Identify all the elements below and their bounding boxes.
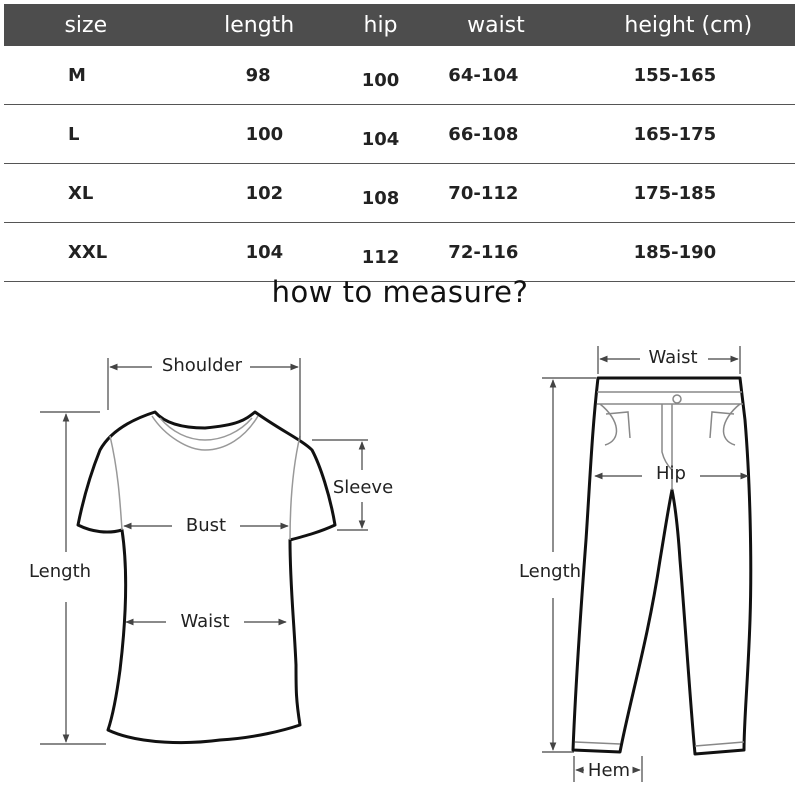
cell-height: 175-185: [582, 164, 795, 223]
cell-length: 104: [168, 223, 351, 282]
table-header-row: [4, 4, 795, 46]
label-sleeve: Sleeve: [332, 477, 394, 498]
cell-length: 98: [168, 46, 351, 105]
label-hem: Hem: [587, 760, 631, 781]
cell-size: XXL: [4, 223, 168, 282]
cell-size: M: [4, 46, 168, 105]
how-to-measure-title: how to measure?: [271, 275, 529, 309]
label-length-shirt: Length: [28, 561, 92, 582]
header-hip: hip: [363, 12, 398, 38]
header-length: length: [224, 12, 295, 38]
cell-waist: 70-112: [410, 164, 581, 223]
header-size: size: [64, 12, 108, 38]
label-hip: Hip: [656, 463, 686, 484]
table-row: [4, 46, 795, 105]
cell-height: 165-175: [582, 105, 795, 164]
table-row: [4, 164, 795, 223]
cell-waist: 66-108: [410, 105, 581, 164]
cell-hip: 104: [351, 105, 411, 164]
tshirt-labels: [29, 355, 393, 632]
label-shoulder: Shoulder: [161, 355, 243, 376]
table-row: [4, 105, 795, 164]
cell-length: 100: [168, 105, 351, 164]
cell-hip: 112: [351, 223, 411, 282]
table-row: [4, 223, 795, 282]
header-waist: waist: [467, 12, 525, 38]
cell-hip: 100: [351, 46, 411, 105]
label-length-pants: Length: [518, 561, 582, 582]
tshirt-illustration: [78, 412, 335, 743]
label-waist-pants: Waist: [648, 347, 698, 368]
cell-height: 185-190: [582, 223, 795, 282]
cell-height: 155-165: [582, 46, 795, 105]
size-chart-table: [4, 4, 795, 282]
label-waist-shirt: Waist: [180, 611, 230, 632]
measurement-diagram: [0, 330, 800, 800]
cell-hip: 108: [351, 164, 411, 223]
cell-size: L: [4, 105, 168, 164]
cell-waist: 72-116: [410, 223, 581, 282]
header-height: height (cm): [624, 12, 753, 38]
cell-waist: 64-104: [410, 46, 581, 105]
cell-size: XL: [4, 164, 168, 223]
tshirt-measure-lines: [40, 358, 368, 744]
label-bust: Bust: [185, 515, 227, 536]
cell-length: 102: [168, 164, 351, 223]
